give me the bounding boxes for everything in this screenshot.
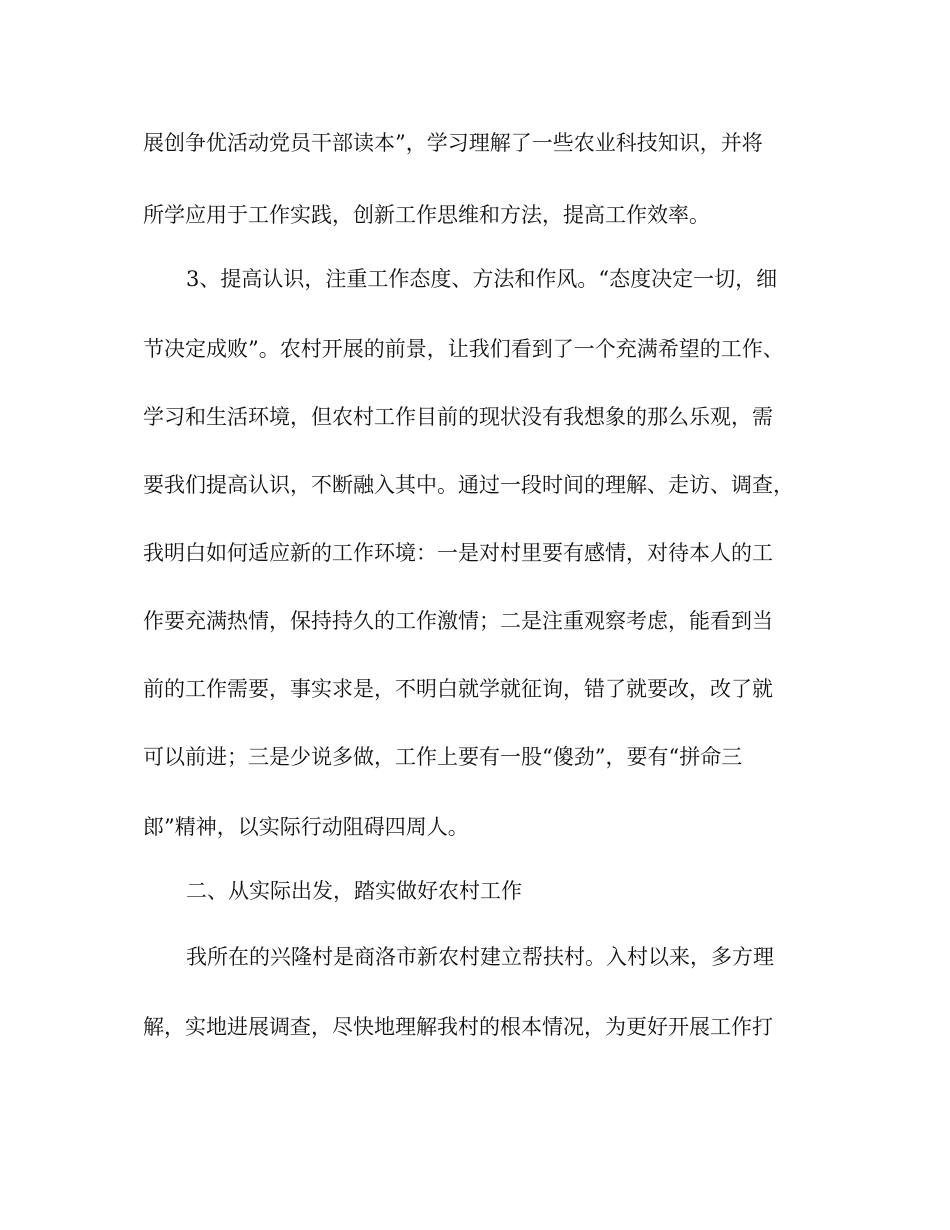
text-line-14: 解，实地进展调查，尽快地理解我村的根本情况，为更好开展工作打 xyxy=(143,1015,773,1039)
text-line-6: 要我们提高认识，不断融入其中。通过一段时间的理解、走访、调查， xyxy=(143,473,794,497)
text-line-8: 作要充满热情，保持持久的工作激情；二是注重观察考虑，能看到当 xyxy=(143,609,773,633)
text-line-4: 节决定成败”。农村开展的前景，让我们看到了一个充满希望的工作、 xyxy=(143,337,784,361)
text-line-13: 我所在的兴隆村是商洛市新农村建立帮扶村。入村以来，多方理 xyxy=(186,945,774,969)
text-line-3: 3、提高认识，注重工作态度、方法和作风。“态度决定一切，细 xyxy=(186,267,778,291)
section-heading: 二、从实际出发，踏实做好农村工作 xyxy=(186,879,522,903)
text-line-5: 学习和生活环境，但农村工作目前的现状没有我想象的那么乐观，需 xyxy=(143,405,773,429)
text-line-9: 前的工作需要，事实求是，不明白就学就征询，错了就要改，改了就 xyxy=(143,677,773,701)
text-line-2: 所学应用于工作实践，创新工作思维和方法，提高工作效率。 xyxy=(143,203,710,227)
text-line-11: 郎”精神，以实际行动阻碍四周人。 xyxy=(143,815,469,839)
text-line-7: 我明白如何适应新的工作环境：一是对村里要有感情，对待本人的工 xyxy=(143,541,773,565)
text-line-1: 展创争优活动党员干部读本”，学习理解了一些农业科技知识，并将 xyxy=(143,131,763,155)
text-line-10: 可以前进；三是少说多做，工作上要有一股“傻劲”，要有“拼命三 xyxy=(143,745,743,769)
